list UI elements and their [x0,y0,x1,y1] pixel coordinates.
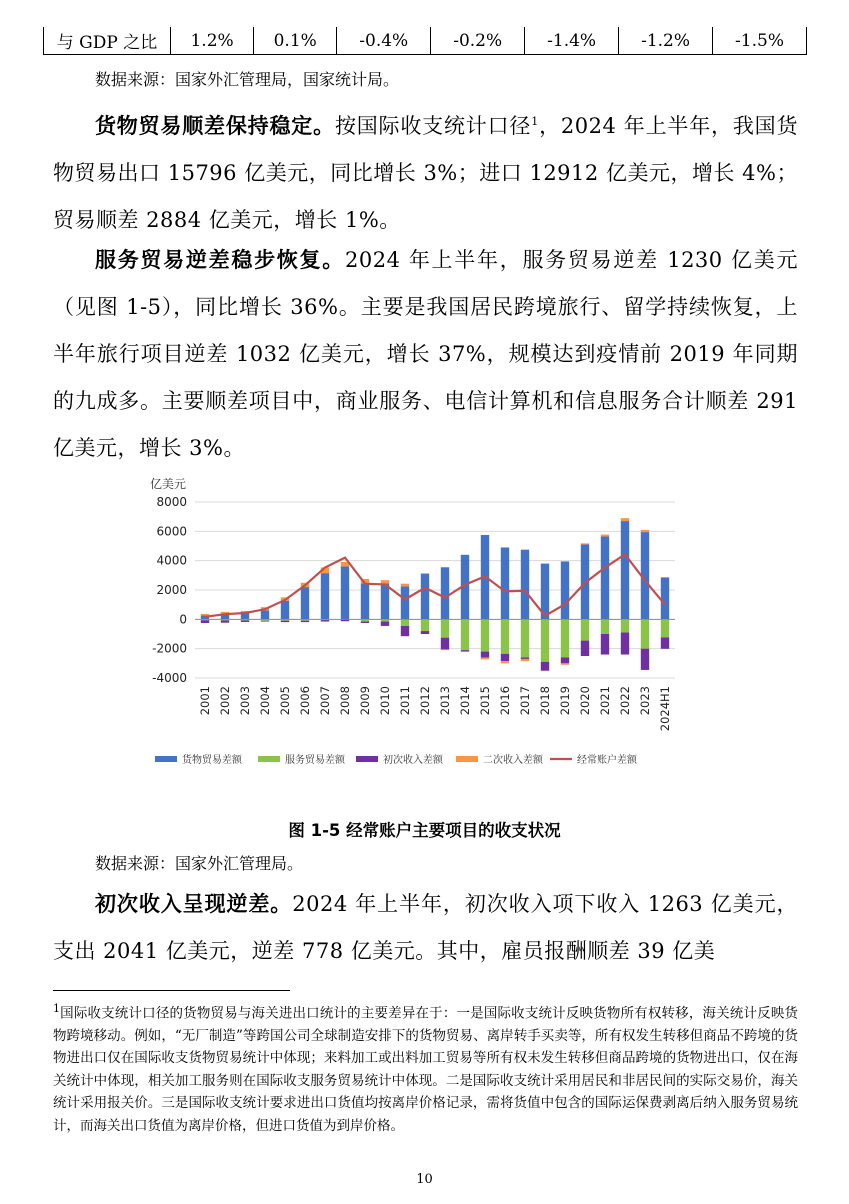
bar [261,611,269,620]
bar [621,521,629,619]
bar [501,547,509,619]
bar [401,586,409,619]
data-source-note: 数据来源：国家外汇管理局，国家统计局。 [95,70,400,89]
bar [481,619,489,651]
bar [661,619,669,637]
paragraph-services-trade [53,236,798,472]
bar [521,657,529,658]
bar [421,619,429,631]
bar [581,543,589,544]
bar [421,631,429,634]
footnote [53,998,798,1137]
bar [381,583,389,619]
x-tick-label: 2010 [378,686,392,716]
paragraph-heading: 服务贸易逆差稳步恢复。 [95,247,345,272]
x-tick-label: 2008 [338,686,352,716]
bar [361,619,369,621]
page-number: 10 [416,1172,433,1187]
bar [241,621,249,622]
bar [361,622,369,623]
bar [381,622,389,626]
y-tick-label: 0 [179,612,187,627]
bar [381,580,389,583]
bar [201,614,209,615]
chart-ylabel: 亿美元 [150,477,187,491]
bar [201,620,209,623]
paragraph-text: ，2024 年上半年，我国货物贸易出口 15796 亿美元，同比增长 3%；进口 12912 亿美元，增长 4%；贸易顺差 2884 亿美元，增长 1%。 [53,114,798,232]
x-tick-label: 2012 [418,686,432,716]
bar [601,634,609,655]
x-tick-label: 2015 [478,686,492,716]
bar [201,619,209,620]
footnote-mark: 1 [53,1002,60,1015]
table-cell: -1.5% [713,27,807,55]
bar [461,619,469,650]
footnote-divider [53,990,290,991]
bar [441,649,449,650]
x-tick-label: 2023 [638,686,652,716]
bar [301,621,309,622]
paragraph-text: 2024 年上半年，服务贸易逆差 1230 亿美元（见图 1-5），同比增长 36%。主要是我国居民跨境旅行、留学持续恢复，上半年旅行项目逆差 1032 亿美元，增长 37%，规模达到疫情前 2019 年同期的九成多。主要顺差项目中，商业服务、电信计算机和信息服务合计顺差 291 亿美元，增长 3%。 [53,248,798,460]
legend-label: 服务贸易差额 [285,755,345,766]
bar [321,619,329,620]
paragraph-goods-trade [53,98,798,244]
bar [541,619,549,662]
legend-label: 货物贸易差额 [182,755,242,766]
bar [661,637,669,648]
y-tick-label: 2000 [156,583,187,597]
x-tick-label: 2007 [318,686,332,716]
bar [561,619,569,657]
bar [361,583,369,619]
bar [501,654,509,661]
bar [641,619,649,648]
bar [421,573,429,574]
x-tick-label: 2001 [198,686,212,716]
legend-label: 二次收入差额 [483,755,543,766]
bar [641,649,649,670]
bar [461,650,469,651]
bar [501,661,509,663]
table-cell: 0.1% [254,27,337,55]
x-tick-label: 2021 [598,686,612,716]
y-tick-label: -2000 [152,641,187,656]
bar [441,638,449,650]
bar [601,619,609,634]
bar [541,662,549,671]
table-cell: 1.2% [171,27,254,55]
bar [601,535,609,537]
x-tick-label: 2009 [358,686,372,716]
bar [621,619,629,632]
paragraph-heading: 初次收入呈现逆差。 [95,891,293,916]
bar [441,619,449,637]
bar [561,657,569,663]
table-row-label: 与 GDP 之比 [44,27,171,55]
legend-label: 初次收入差额 [383,755,443,766]
x-tick-label: 2024H1 [658,686,672,732]
y-tick-label: 6000 [156,524,187,539]
bar [641,530,649,532]
x-tick-label: 2002 [218,686,232,716]
bar [281,619,289,620]
paragraph-text: 按国际收支统计口径 [334,114,532,138]
x-tick-label: 2019 [558,686,572,716]
bar [421,574,429,619]
y-tick-label: -4000 [152,671,187,685]
x-tick-label: 2013 [438,686,452,716]
bar [501,619,509,653]
x-tick-label: 2003 [238,686,252,716]
paragraph-heading: 货物贸易顺差保持稳定。 [95,113,335,138]
bar [441,567,449,619]
paragraph-text: 2024 年上半年，初次收入项下收入 1263 亿美元，支出 2041 亿美元，逆差 778 亿美元。其中，雇员报酬顺差 39 亿美 [53,892,799,963]
x-tick-label: 2004 [258,686,272,716]
bar [601,536,609,619]
table-cell: -0.4% [337,27,431,55]
bar [281,621,289,622]
table-cell: -1.4% [525,27,619,55]
bar [481,657,489,659]
bar [281,601,289,619]
bar [561,663,569,664]
bar [321,573,329,619]
bar [381,619,389,621]
x-tick-label: 2020 [578,686,592,716]
bar [261,619,269,620]
bar [261,621,269,622]
bar [401,584,409,587]
bar [581,619,589,640]
bar [301,587,309,619]
x-tick-label: 2006 [298,686,312,716]
footnote-text: 国际收支统计口径的货物贸易与海关进出口统计的主要差异在于：一是国际收支统计反映货物所有权转移，海关统计反映货物跨境移动。例如，“无厂制造”等跨国公司全球制造安排下的货物贸易、离岸转手买卖等，所有权发生转移但商品不跨境的货物进出口仅在国际收支货物贸易统计中体现；来料加工或出料加工贸易等所有权未发生转移但商品跨境的货物进出口，仅在海关统计中体现，相关加工服务则在国际收支服务贸易统计中体现。二是国际收支统计采用居民和非居民间的实际交易价，海关统计采用报关价。三是国际收支统计要求进出口货值均按离岸价格记录，需将货值中包含的国际运保费剥离后纳入服务贸易统计，而海关出口货值为离岸价格，但进口货值为到岸价格。 [53,1005,798,1134]
bar [301,619,309,620]
bar [561,561,569,619]
bar [521,619,529,657]
bar [341,620,349,621]
bar [521,550,529,620]
legend-swatch [456,756,478,762]
bar [221,621,229,623]
x-tick-label: 2011 [398,686,412,716]
footnote-marker[interactable]: 1 [531,115,539,128]
bar [621,633,629,655]
legend-swatch [155,756,177,762]
x-tick-label: 2018 [538,686,552,716]
y-tick-label: 8000 [156,495,187,509]
bar [241,619,249,620]
table-cell: -0.2% [431,27,525,55]
x-tick-label: 2016 [498,686,512,716]
bar [661,578,669,620]
y-tick-label: 4000 [156,553,187,568]
bar [241,613,249,619]
x-tick-label: 2005 [278,686,292,716]
gdp-ratio-table [43,27,807,55]
bar [521,659,529,661]
current-account-chart [140,470,680,780]
x-tick-label: 2017 [518,686,532,716]
bar [221,619,229,620]
bar [321,620,329,621]
legend-label: 经常账户差额 [577,755,637,766]
bar [401,626,409,636]
data-source-note: 数据来源：国家外汇管理局。 [95,854,304,873]
figure-caption: 图 1-5 经常账户主要项目的收支状况 [288,821,561,840]
bar [341,567,349,620]
bar [581,641,589,656]
table-row [44,27,807,55]
x-tick-label: 2022 [618,686,632,716]
bar [621,518,629,521]
current-account-line [205,554,665,616]
legend-swatch [356,756,378,762]
x-tick-label: 2014 [458,686,472,716]
table-cell: -1.2% [619,27,713,55]
legend-swatch [258,756,280,762]
bar [481,652,489,658]
paragraph-primary-income [53,880,798,975]
bar [401,619,409,626]
